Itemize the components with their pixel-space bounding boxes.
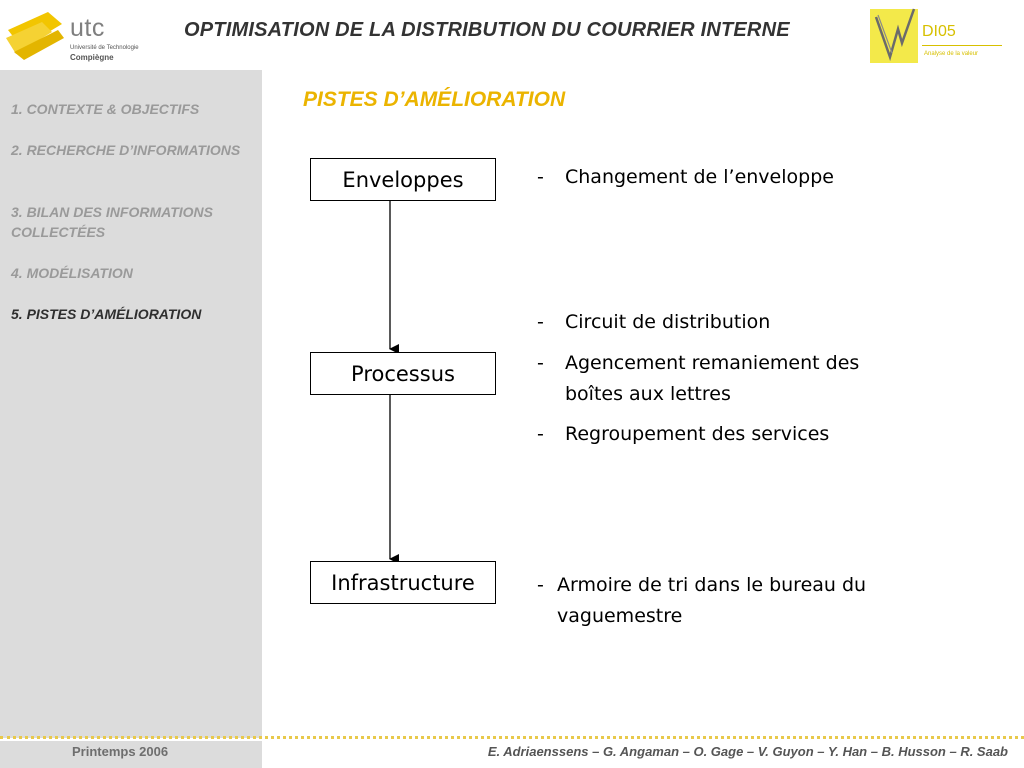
utc-logo-icon xyxy=(4,8,68,60)
sidebar xyxy=(0,70,262,738)
flow-box-processus: Processus xyxy=(310,352,496,395)
di05-logo-word: DI05 xyxy=(922,23,956,40)
bullet-agencement: - Agencement remaniement des boîtes aux lettres xyxy=(537,352,860,405)
utc-logo-word: utc xyxy=(70,14,105,42)
di05-logo-icon xyxy=(868,3,924,65)
utc-logo-subtitle: Université de Technologie xyxy=(70,45,139,51)
sidebar-item-pistes[interactable]: 5. PISTES D’AMÉLIORATION xyxy=(11,306,202,322)
bullet-armoire-de-tri: - Armoire de tri dans le bureau du vaguemestre xyxy=(537,574,867,627)
di05-logo-divider xyxy=(922,45,1002,46)
flow-box-enveloppes: Enveloppes xyxy=(310,158,496,201)
bullet-changement-enveloppe: - Changement de l’enveloppe xyxy=(537,166,834,188)
section-title: PISTES D’AMÉLIORATION xyxy=(303,88,566,111)
footer-dotted-divider xyxy=(0,736,1024,739)
di05-logo-subtitle: Analyse de la valeur xyxy=(924,51,979,57)
footer-authors: E. Adriaenssens – G. Angaman – O. Gage – V. Guyon – Y. Han – B. Husson – R. Saab xyxy=(487,744,1008,759)
sidebar-item-recherche[interactable]: 2. RECHERCHE D’INFORMATIONS xyxy=(11,142,241,158)
utc-logo xyxy=(4,8,144,60)
bullet-circuit-distribution: - Circuit de distribution xyxy=(537,311,771,333)
di05-logo xyxy=(868,3,1008,65)
bullet-regroupement: - Regroupement des services xyxy=(537,423,830,445)
footer-date: Printemps 2006 xyxy=(72,744,169,759)
sidebar-item-contexte[interactable]: 1. CONTEXTE & OBJECTIFS xyxy=(11,101,200,117)
utc-logo-city: Compiègne xyxy=(70,53,114,62)
flow-box-infrastructure: Infrastructure xyxy=(310,561,496,604)
sidebar-item-modelisation[interactable]: 4. MODÉLISATION xyxy=(11,265,133,281)
sidebar-item-bilan[interactable]: 3. BILAN DES INFORMATIONS COLLECTÉES xyxy=(11,204,213,240)
page-title: OPTIMISATION DE LA DISTRIBUTION DU COURRIER INTERNE xyxy=(184,19,790,41)
